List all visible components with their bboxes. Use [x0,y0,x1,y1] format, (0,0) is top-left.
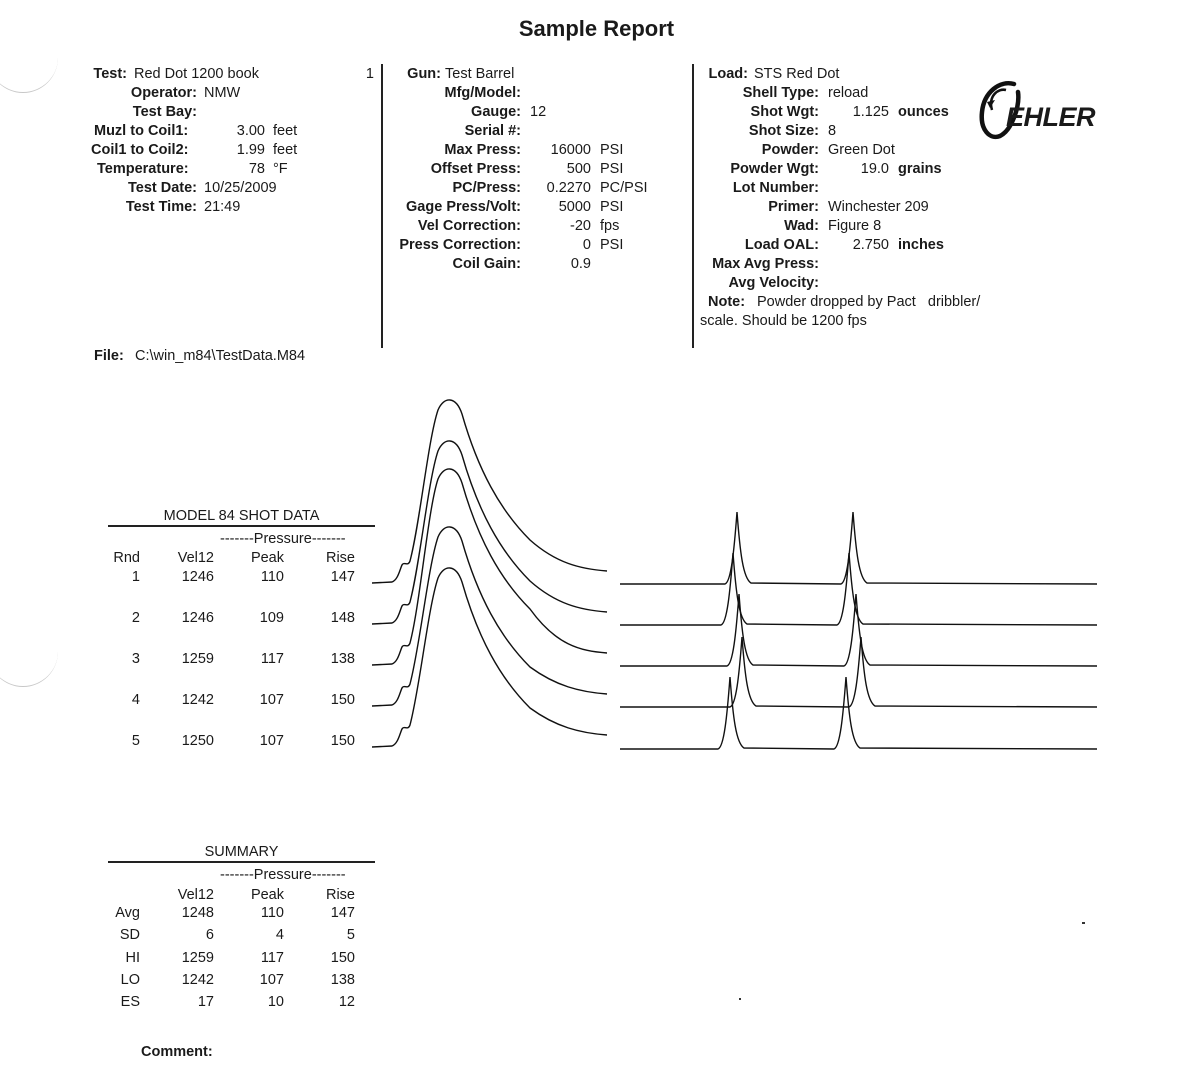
summary-cell: 1242 [181,971,214,988]
summary-cell: 5 [346,927,355,944]
gage-press-volt-label: Gage Press/Volt: [406,199,521,215]
shot-data-cell: 1259 [181,651,214,667]
shot-data-header-peak: Peak [250,550,284,566]
pressure-trace-round-1 [372,400,607,583]
muzl-coil1-unit: feet [273,123,298,139]
summary-header-vel12: Vel12 [177,887,214,903]
summary-cell: 1248 [181,905,214,921]
muzl-coil1-value: 3.00 [236,123,265,139]
pressure-trace-round-3 [372,469,607,665]
summary-cell: 110 [260,905,284,921]
coil-gain-value: 0.9 [570,256,591,272]
load-oal-label: Load OAL: [744,237,819,253]
shot-data-cell: 117 [260,651,284,667]
summary-cell: 6 [205,927,214,944]
file-label: File: [94,348,124,364]
summary-header-rise: Rise [325,887,355,903]
summary-cell: 150 [330,949,355,966]
lot-number-label: Lot Number: [732,180,819,196]
powder-wgt-unit: grains [898,161,942,177]
shell-type-label: Shell Type: [742,85,819,101]
shot-data-header-rise: Rise [325,550,355,566]
test-value: Red Dot 1200 book [134,66,259,82]
shot-data-cell: 1246 [181,569,214,585]
oehler-logo-text: EHLER [1006,102,1096,132]
note-line-2: scale. Should be 1200 fps [700,313,867,329]
shot-data-cell: 147 [330,569,355,585]
shot-data-cell: 107 [259,733,284,749]
shot-data-cell: 150 [330,733,355,749]
summary-cell: 138 [330,971,355,988]
shot-wgt-value: 1.125 [852,104,889,120]
shot-data-header-vel12: Vel12 [177,550,214,566]
press-correction-unit: PSI [600,237,624,253]
max-press-unit: PSI [600,142,624,158]
summary-cell: 10 [267,994,284,1011]
note-label: Note: [708,294,746,310]
shot-wgt-unit: ounces [898,104,949,120]
summary-cell: 12 [338,994,355,1011]
coil-trace-round-5 [620,677,1097,749]
shot-data-cell: 109 [259,610,284,626]
page-title: Sample Report [518,16,675,41]
file-path: C:\win_m84\TestData.M84 [135,348,306,364]
summary-cell: 17 [197,994,214,1011]
shot-data-cell: 1242 [181,692,214,708]
summary-cell: SD [119,927,140,944]
powder-label: Powder: [761,142,819,158]
scan-speck [739,998,741,1000]
test-bay-label: Test Bay: [132,104,197,120]
powder-wgt-label: Powder Wgt: [730,161,819,177]
load-oal-value: 2.750 [852,237,889,253]
coil1-coil2-unit: feet [273,142,298,158]
scan-speck [1082,922,1085,924]
summary-cell: 117 [260,949,284,966]
test-label: Test: [93,66,127,82]
pc-press-value: 0.2270 [546,180,591,196]
shot-data-cell: 148 [330,610,355,626]
summary-header-peak: Peak [250,887,284,903]
coil1-coil2-label: Coil1 to Coil2: [91,142,189,158]
muzl-coil1-label: Muzl to Coil1: [94,123,189,139]
shot-data-cell: 150 [330,692,355,708]
summary-cell: Avg [115,905,140,921]
press-correction-label: Press Correction: [399,237,521,253]
shell-type-value: reload [828,85,869,101]
shot-wgt-label: Shot Wgt: [750,104,819,120]
vel-correction-value: -20 [570,218,591,234]
pc-press-unit: PC/PSI [600,180,648,196]
load-value: STS Red Dot [754,66,840,82]
gauge-label: Gauge: [471,104,521,120]
gun-value: Test Barrel [445,66,515,82]
gage-press-volt-value: 5000 [558,199,591,215]
summary-cell: 1259 [181,949,214,966]
shot-data-cell: 1246 [181,610,214,626]
wad-value: Figure 8 [828,218,882,234]
coil-trace-round-4 [620,637,1097,707]
shot-data-cell: 4 [131,692,140,708]
shot-data-title: MODEL 84 SHOT DATA [163,508,320,524]
vel-correction-label: Vel Correction: [417,218,521,234]
temperature-unit: °F [273,161,288,177]
note-line-1: Powder dropped by Pact dribbler/ [757,294,981,310]
vel-correction-unit: fps [600,218,620,234]
gun-label: Gun: [407,66,441,82]
shot-data-cell: 2 [131,610,140,626]
shot-data-cell: 1 [131,569,140,585]
primer-value: Winchester 209 [828,199,929,215]
test-time-value: 21:49 [204,199,241,215]
load-label: Load: [708,66,748,82]
temperature-value: 78 [248,161,265,177]
test-date-label: Test Date: [127,180,197,196]
shot-data-header-rnd: Rnd [113,550,140,566]
mfg-model-label: Mfg/Model: [444,85,521,101]
powder-value: Green Dot [828,142,895,158]
gage-press-volt-unit: PSI [600,199,624,215]
summary-cell: 4 [275,927,284,944]
test-time-label: Test Time: [125,199,197,215]
test-date-value: 10/25/2009 [204,180,277,196]
shot-data-pressure-header: -------Pressure------- [220,531,346,547]
serial-label: Serial #: [464,123,521,139]
pressure-trace-round-5 [372,568,607,747]
offset-press-unit: PSI [600,161,624,177]
offset-press-label: Offset Press: [430,161,521,177]
operator-value: NMW [204,85,241,101]
test-number: 1 [365,66,374,82]
pressure-trace-round-2 [372,441,607,624]
summary-cell: ES [120,994,140,1011]
summary-pressure-header: -------Pressure------- [220,867,346,883]
shot-data-cell: 5 [131,733,140,749]
avg-velocity-label: Avg Velocity: [728,275,819,291]
summary-title: SUMMARY [204,844,279,860]
coil-trace-round-3 [620,594,1097,666]
summary-cell: HI [125,949,140,966]
primer-label: Primer: [768,199,819,215]
max-press-label: Max Press: [444,142,521,158]
shot-data-cell: 107 [259,692,284,708]
max-avg-press-label: Max Avg Press: [712,256,819,272]
summary-cell: LO [120,971,140,988]
temperature-label: Temperature: [97,161,189,177]
coil-trace-round-1 [620,512,1097,584]
shot-data-cell: 138 [330,651,355,667]
gauge-value: 12 [530,104,547,120]
load-oal-unit: inches [898,237,944,253]
coil1-coil2-value: 1.99 [236,142,265,158]
shot-data-cell: 110 [260,569,284,585]
shot-data-cell: 3 [131,651,140,667]
operator-label: Operator: [130,85,197,101]
summary-cell: 147 [330,905,355,921]
wad-label: Wad: [784,218,819,234]
powder-wgt-value: 19.0 [860,161,889,177]
shot-data-cell: 1250 [181,733,214,749]
summary-cell: 107 [259,971,284,988]
comment-label: Comment: [141,1044,213,1060]
pc-press-label: PC/Press: [452,180,521,196]
coil-gain-label: Coil Gain: [452,256,521,272]
press-correction-value: 0 [582,237,591,253]
shot-size-label: Shot Size: [748,123,819,139]
max-press-value: 16000 [550,142,591,158]
offset-press-value: 500 [566,161,591,177]
shot-size-value: 8 [828,123,837,139]
